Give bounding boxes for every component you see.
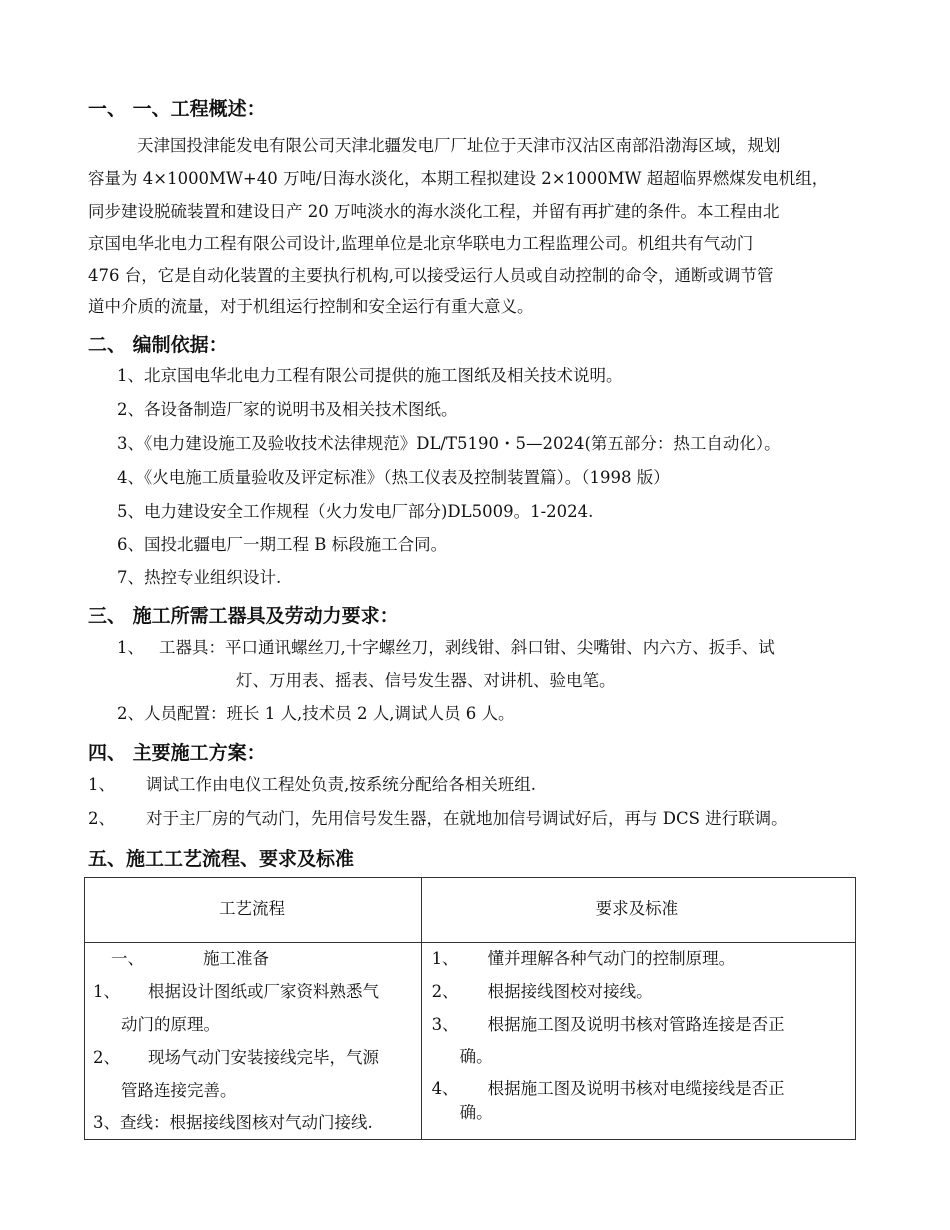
- req-item-number: 4、: [431, 1079, 459, 1098]
- overview-line: 476 台，它是自动化装置的主要执行机构,可以接受运行人员或自动控制的命令，通断或调节管: [88, 266, 774, 285]
- basis-item: 7、热控专业组织设计.: [117, 568, 282, 587]
- req-item-text: 根据接线图校对接线。: [487, 982, 653, 1001]
- overview-line: 容量为 4×1000MW+40 万吨/日海水淡化，本期工程拟建设 2×1000MW 超超临界燃煤发电机组，: [88, 169, 829, 188]
- plan-item-number: 1、: [88, 775, 115, 794]
- step-item-text: 根据设计图纸或厂家资料熟悉气: [148, 982, 379, 1001]
- overview-line: 同步建设脱硫装置和建设日产 20 万吨淡水的海水淡化工程，并留有再扩建的条件。本工程由北: [88, 202, 780, 221]
- table-cell-process: [85, 943, 422, 1140]
- plan-item-number: 2、: [88, 809, 115, 828]
- process-table: [84, 877, 856, 1140]
- table-header-cell: [421, 878, 855, 943]
- step-item-text: 3、查线：根据接线图核对气动门接线.: [93, 1113, 373, 1132]
- step-item-number: 2、: [93, 1048, 120, 1067]
- section-heading-basis: 二、 编制依据：: [88, 334, 228, 356]
- req-item-text: 根据施工图及说明书核对管路连接是否正: [487, 1015, 785, 1034]
- basis-item: 1、北京国电华北电力工程有限公司提供的施工图纸及相关技术说明。: [117, 366, 623, 385]
- overview-line: 天津国投津能发电有限公司天津北疆发电厂厂址位于天津市汉沽区南部沿渤海区域，规划: [137, 136, 781, 155]
- table-row: [85, 943, 856, 1140]
- section-heading-overview: 一、 一、工程概述：: [88, 98, 266, 120]
- step-item-text: 动门的原理。: [121, 1015, 220, 1034]
- req-item-number: 2、: [431, 982, 459, 1001]
- header-process: 工艺流程: [219, 899, 285, 918]
- basis-item: 3、《电力建设施工及验收技术法律规范》DL/T5190・5—2024(第五部分：热工自动化）。: [117, 434, 781, 453]
- plan-item-text: 调试工作由电仪工程处负责,按系统分配给各相关班组.: [146, 775, 536, 794]
- basis-item: 4、《火电施工质量验收及评定标准》（热工仪表及控制装置篇）。（1998 版）: [117, 468, 670, 487]
- req-item-number: 3、: [431, 1015, 459, 1034]
- section-heading-plan: 四、 主要施工方案：: [88, 742, 266, 764]
- basis-item: 2、各设备制造厂家的说明书及相关技术图纸。: [117, 400, 458, 419]
- basis-item: 6、国投北疆电厂一期工程 B 标段施工合同。: [117, 535, 448, 554]
- step-item-text: 管路连接完善。: [121, 1081, 237, 1100]
- step-item-text: 现场气动门安装接线完毕，气源: [148, 1048, 379, 1067]
- table-cell-requirements: [421, 943, 855, 1140]
- plan-item-text: 对于主厂房的气动门，先用信号发生器，在就地加信号调试好后，再与 DCS 进行联调。: [146, 809, 788, 828]
- basis-item: 5、电力建设安全工作规程（火力发电厂部分)DL5009。1-2024.: [117, 502, 594, 521]
- staffing-item: 2、人员配置：班长 1 人,技术员 2 人,调试人员 6 人。: [117, 704, 515, 723]
- step-item-number: 1、: [93, 982, 120, 1001]
- tools-item-text: 工器具：平口通讯螺丝刀,十字螺丝刀，剥线钳、斜口钳、尖嘴钳、内六方、扳手、试: [159, 638, 775, 657]
- tools-item-number: 1、: [117, 638, 144, 657]
- table-header-cell: [85, 878, 422, 943]
- overview-line: 京国电华北电力工程有限公司设计,监理单位是北京华联电力工程监理公司。机组共有气动门: [88, 234, 754, 253]
- step-number: 一、: [111, 949, 144, 968]
- req-item-text: 懂并理解各种气动门的控制原理。: [487, 949, 736, 968]
- header-requirements: 要求及标准: [595, 899, 679, 918]
- table-header-row: [85, 878, 856, 943]
- req-item-number: 1、: [431, 949, 459, 968]
- section-heading-process: 五、施工工艺流程、要求及标准: [88, 848, 355, 870]
- section-heading-tools: 三、 施工所需工器具及劳动力要求：: [88, 605, 399, 627]
- req-item-text: 根据施工图及说明书核对电缆接线是否正: [487, 1079, 785, 1098]
- req-item-text: 确。: [459, 1047, 493, 1066]
- req-item-text: 确。: [459, 1103, 493, 1122]
- overview-line: 道中介质的流量，对于机组运行控制和安全运行有重大意义。: [88, 297, 534, 316]
- tools-item-text: 灯、万用表、摇表、信号发生器、对讲机、验电笔。: [236, 671, 616, 690]
- step-title: 施工准备: [203, 949, 269, 968]
